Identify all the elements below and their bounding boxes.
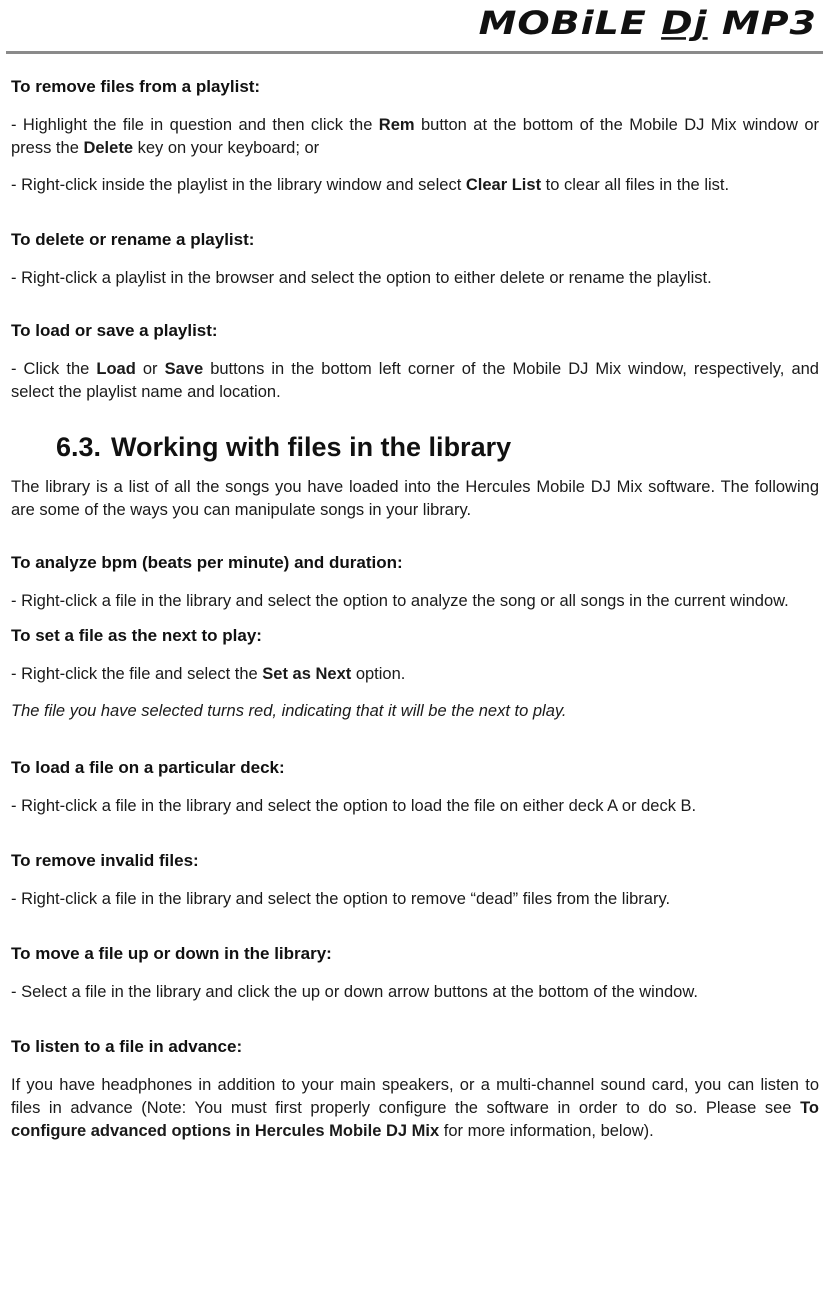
paragraph-remove-invalid: - Right-click a file in the library and select the option to remove “dead” files from the library. bbox=[11, 890, 671, 908]
logo-text-mp3: MP3 bbox=[707, 4, 817, 42]
bold-save: Save bbox=[164, 360, 204, 378]
paragraph-load-on-deck: - Right-click a file in the library and select the option to load the file on either deck A or deck B. bbox=[11, 797, 697, 815]
bold-delete: Delete bbox=[83, 139, 133, 157]
text-run: - Click the bbox=[11, 360, 97, 378]
bold-configure-link: To configure advanced options in Hercules Mobile DJ Mix bbox=[11, 1099, 819, 1140]
text-run: If you have headphones in addition to your main speakers, or a multi-channel sound card, you can listen to files in advance (Note: You must first properly configure the software in order to do so. Please see bbox=[11, 1076, 819, 1117]
bold-rem: Rem bbox=[378, 116, 415, 134]
text-run: buttons in the bottom left corner of the Mobile DJ Mix window, respectively, and select the playlist name and location. bbox=[11, 360, 819, 401]
paragraph-analyze-bpm: - Right-click a file in the library and select the option to analyze the song or all songs in the current window. bbox=[11, 592, 789, 610]
heading-remove-files: To remove files from a playlist: bbox=[11, 77, 261, 96]
text-run: or bbox=[135, 360, 165, 378]
bold-clear-list: Clear List bbox=[465, 176, 542, 194]
paragraph-remove-files-2 bbox=[11, 174, 819, 197]
heading-listen-advance: To listen to a file in advance: bbox=[11, 1037, 243, 1056]
heading-remove-invalid: To remove invalid files: bbox=[11, 851, 199, 870]
text-run: for more information, below). bbox=[439, 1122, 654, 1140]
paragraph-load-save-playlist bbox=[11, 358, 819, 404]
heading-load-on-deck: To load a file on a particular deck: bbox=[11, 758, 285, 777]
paragraph-remove-files-1 bbox=[11, 114, 819, 160]
paragraph-set-next-note: The file you have selected turns red, indicating that it will be the next to play. bbox=[11, 702, 567, 720]
heading-set-next: To set a file as the next to play: bbox=[11, 626, 262, 645]
paragraph-move-file: - Select a file in the library and click the up or down arrow buttons at the bottom of the window. bbox=[11, 983, 698, 1001]
section-heading-6-3 bbox=[11, 430, 819, 464]
heading-move-file: To move a file up or down in the library: bbox=[11, 944, 332, 963]
text-run: - Right-click inside the playlist in the library window and select bbox=[11, 176, 466, 194]
section-title: Working with files in the library bbox=[111, 432, 512, 462]
text-run: key on your keyboard; or bbox=[133, 139, 320, 157]
text-run: - Highlight the file in question and then click the bbox=[11, 116, 379, 134]
heading-delete-playlist: To delete or rename a playlist: bbox=[11, 230, 255, 249]
text-run: to clear all files in the list. bbox=[541, 176, 730, 194]
logo-text-mobile: MOBiLE bbox=[478, 4, 662, 42]
text-run: - Right-click the file and select the bbox=[11, 665, 263, 683]
text-run: button at the bottom of the Mobile DJ Mix window or press the bbox=[11, 116, 819, 157]
section-number: 6.3. bbox=[56, 432, 102, 462]
header-rule bbox=[6, 51, 823, 54]
heading-analyze-bpm: To analyze bpm (beats per minute) and duration: bbox=[11, 553, 403, 572]
bold-load: Load bbox=[96, 360, 136, 378]
logo-text-dj: Dj bbox=[661, 4, 708, 42]
paragraph-set-next bbox=[11, 663, 819, 686]
page-content bbox=[11, 76, 819, 1143]
paragraph-delete-playlist: - Right-click a playlist in the browser and select the option to either delete or rename the playlist. bbox=[11, 269, 712, 287]
paragraph-listen-advance bbox=[11, 1074, 819, 1143]
page-header bbox=[0, 0, 831, 56]
paragraph-library-intro: The library is a list of all the songs you have loaded into the Hercules Mobile DJ Mix software. The following are some of the ways you can manipulate songs in your library. bbox=[11, 478, 819, 519]
heading-load-save-playlist: To load or save a playlist: bbox=[11, 321, 218, 340]
text-run: option. bbox=[351, 665, 406, 683]
bold-set-as-next: Set as Next bbox=[262, 665, 352, 683]
brand-logo bbox=[479, 4, 817, 41]
